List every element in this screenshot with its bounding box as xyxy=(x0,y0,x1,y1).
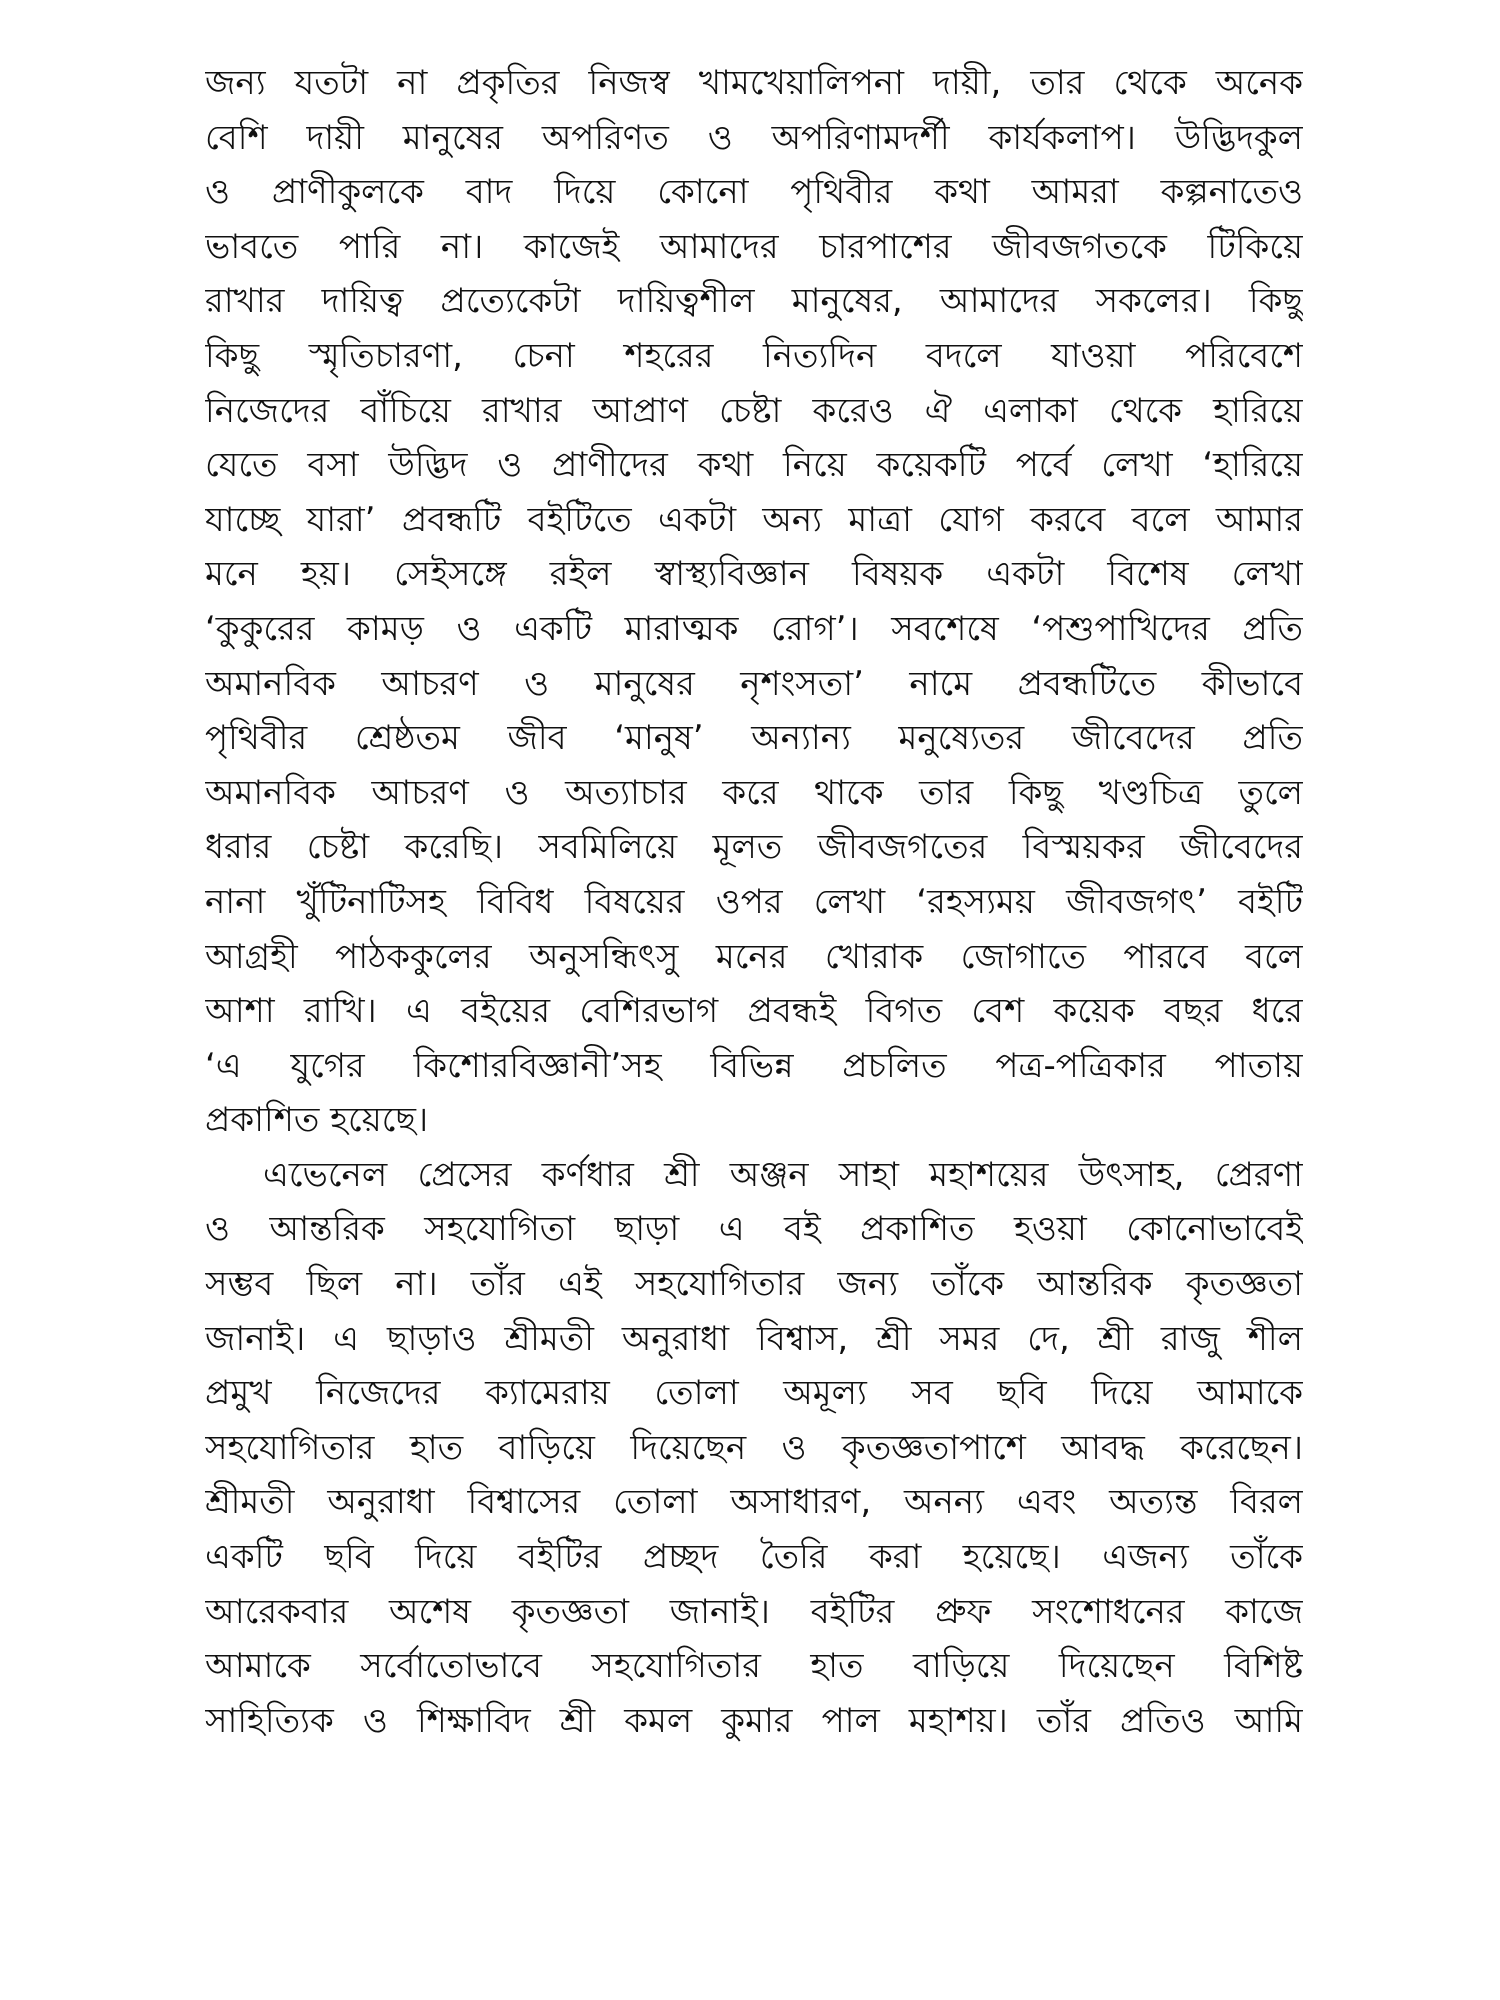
text-line: সহযোগিতার হাত বাড়িয়ে দিয়েছেন ও কৃতজ্ঞতাপাশে আবদ্ধ করেছেন। xyxy=(205,1427,1303,1468)
text-line: ধরার চেষ্টা করেছি। সবমিলিয়ে মূলত জীবজগতের বিস্ময়কর জীবেদের xyxy=(205,827,1303,868)
text-line: পৃথিবীর শ্রেষ্ঠতম জীব ‘মানুষ’ অন্যান্য মনুষ্যেতর জীবেদের প্রতি xyxy=(205,718,1303,759)
paragraph-first-line: এভেনেল প্রেসের কর্ণধার শ্রী অঞ্জন সাহা মহাশয়ের উৎসাহ, প্রেরণা xyxy=(263,1154,1303,1195)
text-line: জানাই। এ ছাড়াও শ্রীমতী অনুরাধা বিশ্বাস, শ্রী সমর দে, শ্রী রাজু শীল xyxy=(205,1318,1303,1359)
text-line: যেতে বসা উদ্ভিদ ও প্রাণীদের কথা নিয়ে কয়েকটি পর্বে লেখা ‘হারিয়ে xyxy=(205,445,1303,486)
text-line: রাখার দায়িত্ব প্রত্যেকেটা দায়িত্বশীল মানুষের, আমাদের সকলের। কিছু xyxy=(205,281,1303,322)
text-line: যাচ্ছে যারা’ প্রবন্ধটি বইটিতে একটা অন্য মাত্রা যোগ করবে বলে আমার xyxy=(205,499,1303,540)
text-line: নিজেদের বাঁচিয়ে রাখার আপ্রাণ চেষ্টা করেও ঐ এলাকা থেকে হারিয়ে xyxy=(205,390,1303,431)
body-text xyxy=(205,56,1303,1748)
text-line: সম্ভব ছিল না। তাঁর এই সহযোগিতার জন্য তাঁকে আন্তরিক কৃতজ্ঞতা xyxy=(205,1264,1303,1305)
text-line: মনে হয়। সেইসঙ্গে রইল স্বাস্থ্যবিজ্ঞান বিষয়ক একটা বিশেষ লেখা xyxy=(205,554,1303,595)
text-line: আশা রাখি। এ বইয়ের বেশিরভাগ প্রবন্ধই বিগত বেশ কয়েক বছর ধরে xyxy=(205,991,1303,1032)
text-line: একটি ছবি দিয়ে বইটির প্রচ্ছদ তৈরি করা হয়েছে। এজন্য তাঁকে xyxy=(205,1537,1303,1578)
text-line: ও আন্তরিক সহযোগিতা ছাড়া এ বই প্রকাশিত হওয়া কোনোভাবেই xyxy=(205,1209,1303,1250)
text-line: ‘কুকুরের কামড় ও একটি মারাত্মক রোগ’। সবশেষে ‘পশুপাখিদের প্রতি xyxy=(205,608,1303,649)
paragraph-end-line: প্রকাশিত হয়েছে। xyxy=(205,1100,429,1141)
text-line: সাহিত্যিক ও শিক্ষাবিদ শ্রী কমল কুমার পাল মহাশয়। তাঁর প্রতিও আমি xyxy=(205,1700,1303,1741)
text-line: জন্য যতটা না প্রকৃতির নিজস্ব খামখেয়ালিপনা দায়ী, তার থেকে অনেক xyxy=(205,63,1303,103)
text-line: আমাকে সর্বোতোভাবে সহযোগিতার হাত বাড়িয়ে দিয়েছেন বিশিষ্ট xyxy=(205,1646,1303,1687)
text-line: শ্রীমতী অনুরাধা বিশ্বাসের তোলা অসাধারণ, অনন্য এবং অত্যন্ত বিরল xyxy=(205,1482,1303,1523)
text-line: ও প্রাণীকুলকে বাদ দিয়ে কোনো পৃথিবীর কথা আমরা কল্পনাতেও xyxy=(205,172,1303,213)
text-line: আগ্রহী পাঠককুলের অনুসন্ধিৎসু মনের খোরাক জোগাতে পারবে বলে xyxy=(205,936,1303,977)
text-line: আরেকবার অশেষ কৃতজ্ঞতা জানাই। বইটির প্রুফ সংশোধনের কাজে xyxy=(205,1591,1303,1632)
text-line: নানা খুঁটিনাটিসহ বিবিধ বিষয়ের ওপর লেখা ‘রহস্যময় জীবজগৎ’ বইটি xyxy=(205,881,1303,922)
text-line: অমানবিক আচরণ ও মানুষের নৃশংসতা’ নামে প্রবন্ধটিতে কীভাবে xyxy=(205,663,1303,704)
text-line: বেশি দায়ী মানুষের অপরিণত ও অপরিণামদর্শী কার্যকলাপ। উদ্ভিদকুল xyxy=(205,117,1303,158)
text-line: কিছু স্মৃতিচারণা, চেনা শহরের নিত্যদিন বদলে যাওয়া পরিবেশে xyxy=(205,335,1303,376)
text-line: ভাবতে পারি না। কাজেই আমাদের চারপাশের জীবজগতকে টিকিয়ে xyxy=(205,226,1303,267)
text-line: প্রমুখ নিজেদের ক্যামেরায় তোলা অমূল্য সব ছবি দিয়ে আমাকে xyxy=(205,1373,1303,1414)
text-line: ‘এ যুগের কিশোরবিজ্ঞানী’সহ বিভিন্ন প্রচলিত পত্র-পত্রিকার পাতায় xyxy=(205,1045,1303,1086)
text-line: অমানবিক আচরণ ও অত্যাচার করে থাকে তার কিছু খণ্ডচিত্র তুলে xyxy=(205,772,1303,813)
